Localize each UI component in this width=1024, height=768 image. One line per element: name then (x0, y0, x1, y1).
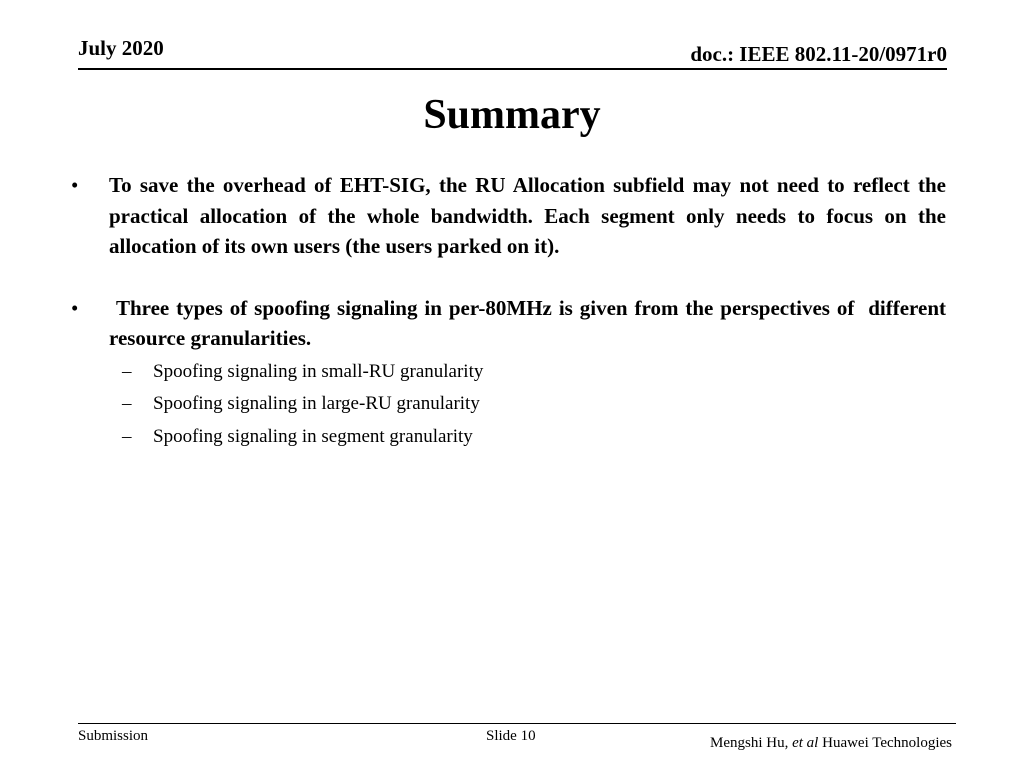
footer-author (710, 736, 952, 751)
bullet-item (70, 293, 952, 354)
bullet-text: Three types of spoofing signaling in per-80MHz is given from the perspectives of different resource granularities. (109, 295, 952, 350)
footer-author-org: Huawei Technologies (818, 735, 952, 751)
footer-author-name: Mengshi Hu, (710, 735, 793, 751)
footer-submission: Submission (78, 728, 149, 744)
header-divider (78, 68, 947, 70)
sub-bullet-text: Spoofing signaling in large-RU granularity (153, 393, 480, 414)
sub-bullet-marker: – (122, 393, 132, 414)
footer-author-etal: et al (792, 735, 819, 751)
slide-title: Summary (423, 92, 601, 138)
sub-bullet-marker: – (122, 425, 132, 447)
sub-bullet-text: Spoofing signaling in small-RU granularity (153, 360, 484, 382)
sub-bullet-item (70, 388, 946, 421)
bullet-item (70, 170, 946, 262)
bullet-text: To save the overhead of EHT-SIG, the RU Allocation subfield may not need to reflect the practical allocation of the whole bandwidth. Each segment only needs to focus on the allocation of its own users (the users parked on it). (109, 173, 946, 258)
bullet-marker: • (71, 295, 79, 320)
sub-bullet-list (70, 356, 946, 454)
bullet-marker: • (71, 173, 79, 197)
sub-bullet-item (70, 356, 946, 389)
footer-divider (78, 723, 956, 724)
sub-bullet-text: Spoofing signaling in segment granularity (153, 425, 473, 447)
sub-bullet-marker: – (122, 360, 132, 382)
footer-slide-number: Slide 10 (486, 728, 536, 744)
header-doc-id: doc.: IEEE 802.11-20/0971r0 (690, 42, 947, 66)
slide-body (70, 170, 952, 453)
header-date: July 2020 (78, 36, 164, 60)
sub-bullet-item (70, 421, 946, 454)
